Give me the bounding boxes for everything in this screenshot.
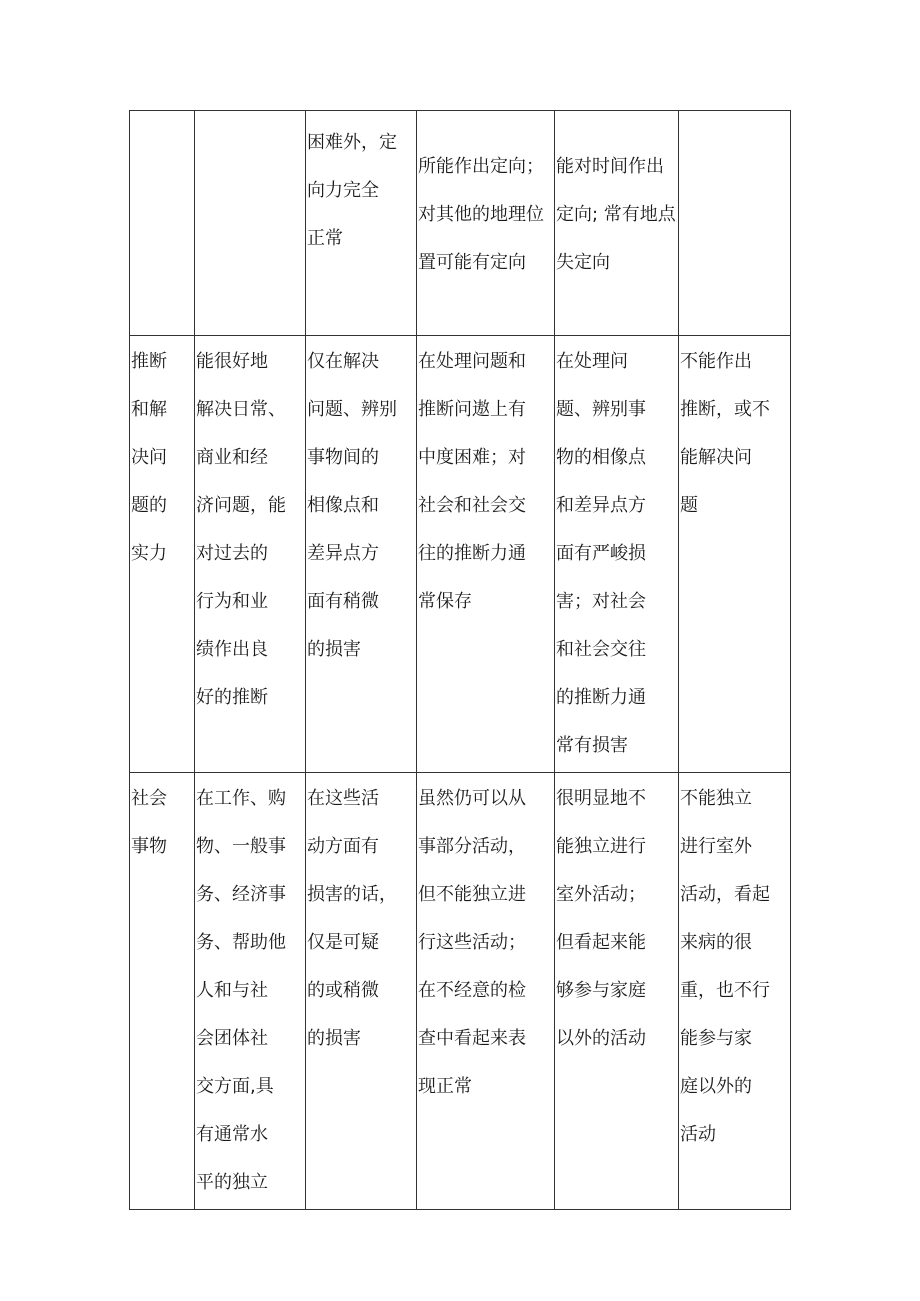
table-row-community-affairs bbox=[130, 773, 791, 1210]
table-row-judgment bbox=[130, 336, 791, 773]
table-cell: 困难外，定 向力完全 正常 bbox=[306, 111, 417, 336]
row-header-cell: 社会 事物 bbox=[130, 773, 195, 1210]
table-cell: 很明显地不 能独立进行 室外活动； 但看起来能 够参与家庭 以外的活动 bbox=[555, 773, 679, 1210]
table-cell: 能很好地 解决日常、 商业和经 济问题，能 对过去的 行为和业 绩作出良 好的推断 bbox=[195, 336, 306, 773]
table-cell: 在这些活 动方面有 损害的话， 仅是可疑 的或稍微 的损害 bbox=[306, 773, 417, 1210]
table-cell bbox=[195, 111, 306, 336]
table-cell: 在处理问 题、辨别事 物的相像点 和差异点方 面有严峻损 害；对社会 和社会交往 的推断力通 常有损害 bbox=[555, 336, 679, 773]
table-row-orientation-continued bbox=[130, 111, 791, 336]
table-cell: 在工作、购 物、一般事 务、经济事 务、帮助他 人和与社 会团体社 交方面,具 有通常水 平的独立 bbox=[195, 773, 306, 1210]
table-cell bbox=[130, 111, 195, 336]
assessment-table bbox=[129, 110, 791, 1210]
table-cell: 不能作出 推断，或不 能解决问 题 bbox=[679, 336, 791, 773]
table-cell: 不能独立 进行室外 活动，看起 来病的很 重，也不行 能参与家 庭以外的 活动 bbox=[679, 773, 791, 1210]
table-cell: 虽然仍可以从 事部分活动， 但不能独立进 行这些活动； 在不经意的检 查中看起来表 现正常 bbox=[417, 773, 555, 1210]
table-cell: 在处理问题和 推断问遨上有 中度困难；对 社会和社会交 往的推断力通 常保存 bbox=[417, 336, 555, 773]
table-cell: 仅在解决 问题、辨别 事物间的 相像点和 差异点方 面有稍微 的损害 bbox=[306, 336, 417, 773]
row-header-cell: 推断 和解 决问 题的 实力 bbox=[130, 336, 195, 773]
table-cell: 能对时间作出 定向; 常有地点 失定向 bbox=[555, 111, 679, 336]
table-cell bbox=[679, 111, 791, 336]
table-cell: 所能作出定向； 对其他的地理位 置可能有定向 bbox=[417, 111, 555, 336]
